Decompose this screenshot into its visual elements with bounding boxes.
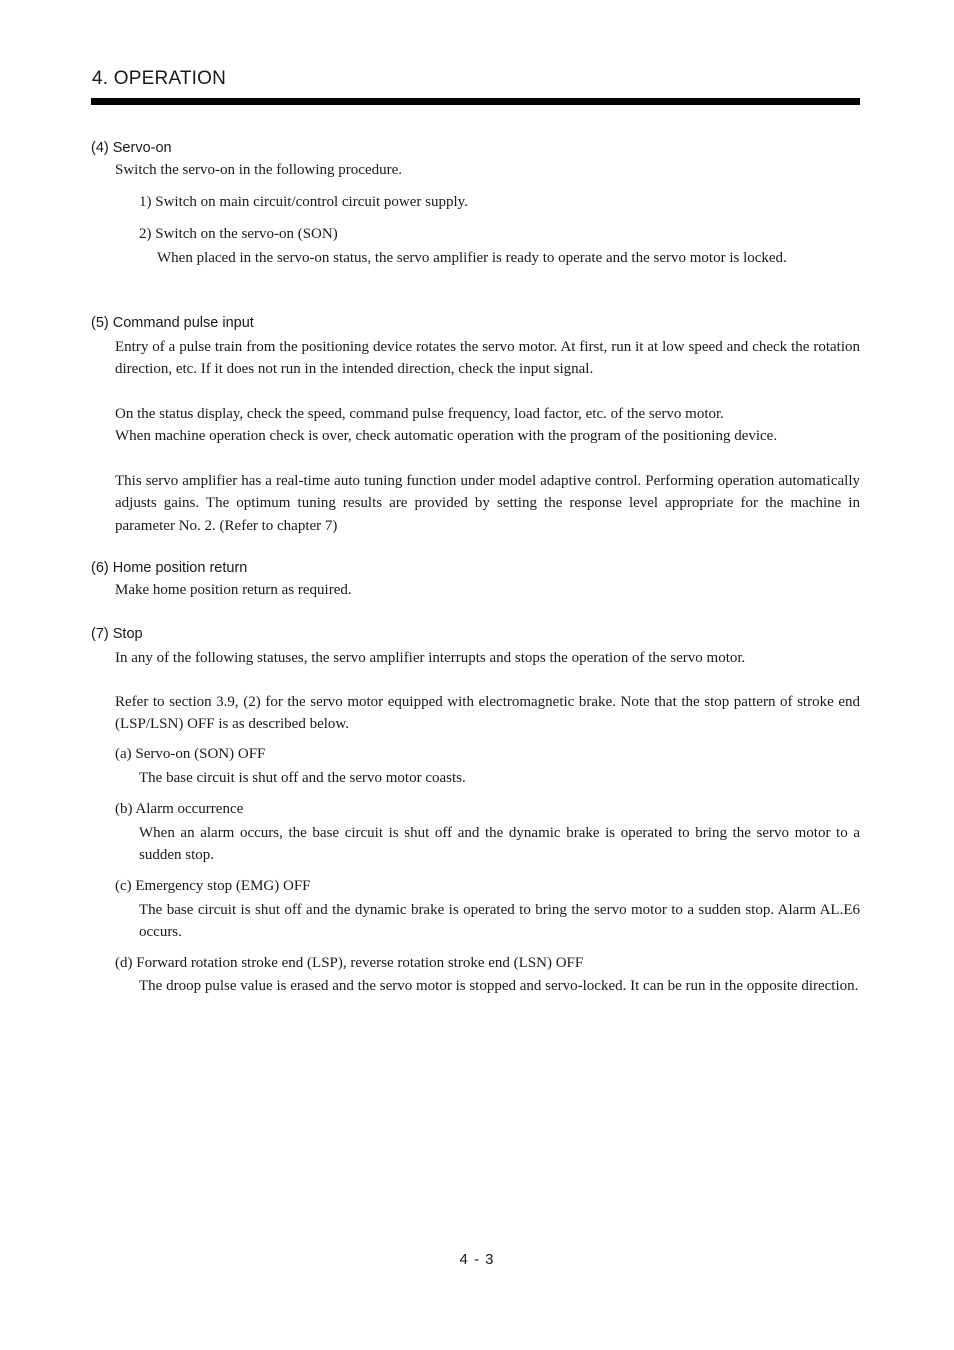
page-header-title: 4. OPERATION — [92, 68, 227, 89]
home-return-text: Make home position return as required. — [115, 582, 352, 598]
stop-paragraph-2: Refer to section 3.9, (2) for the servo motor equipped with electromagnetic brake. Note that the stop pattern of stroke end (LSP/LSN) OFF is as described below. — [115, 694, 860, 733]
servo-on-step-2: 2) Switch on the servo-on (SON) — [139, 226, 338, 242]
section-heading-stop: (7) Stop — [91, 626, 143, 642]
section-heading-home-return: (6) Home position return — [91, 560, 248, 576]
servo-on-step-2-description: When placed in the servo-on status, the servo amplifier is ready to operate and the servo motor is locked. — [157, 250, 787, 266]
stop-paragraph-1: In any of the following statuses, the servo amplifier interrupts and stops the operation of the servo motor. — [115, 650, 746, 666]
command-pulse-paragraph-1: Entry of a pulse train from the positioning device rotates the servo motor. At first, run it at low speed and check the rotation direction, etc. If it does not run in the intended direction, check the input signal. — [115, 339, 860, 378]
command-pulse-paragraph-2: On the status display, check the speed, command pulse frequency, load factor, etc. of the servo motor. — [115, 406, 724, 422]
section-heading-command-pulse: (5) Command pulse input — [91, 315, 254, 331]
stop-item-c-description: The base circuit is shut off and the dynamic brake is operated to bring the servo motor to a sudden stop. Alarm AL.E6 occurs. — [139, 902, 860, 941]
stop-item-d-description: The droop pulse value is erased and the servo motor is stopped and servo-locked. It can be run in the opposite direction. — [139, 978, 859, 994]
command-pulse-paragraph-4: This servo amplifier has a real-time auto tuning function under model adaptive control. Performing operation automatically adjusts gains. The optimum tuning results are provided by setting the response level appropriate for the machine in parameter No. 2. (Refer to chapter 7) — [115, 473, 860, 534]
stop-item-c-title: (c) Emergency stop (EMG) OFF — [115, 878, 311, 894]
page-number: 4 - 3 — [459, 1251, 495, 1268]
stop-item-b-title: (b) Alarm occurrence — [115, 801, 244, 817]
servo-on-intro: Switch the servo-on in the following procedure. — [115, 162, 403, 178]
stop-item-a-description: The base circuit is shut off and the servo motor coasts. — [139, 770, 466, 786]
section-heading-servo-on: (4) Servo-on — [91, 140, 172, 156]
command-pulse-paragraph-3: When machine operation check is over, check automatic operation with the program of the positioning device. — [115, 428, 778, 444]
stop-item-a-title: (a) Servo-on (SON) OFF — [115, 746, 266, 762]
header-rule — [91, 98, 860, 105]
stop-item-d-title: (d) Forward rotation stroke end (LSP), reverse rotation stroke end (LSN) OFF — [115, 955, 584, 971]
servo-on-step-1: 1) Switch on main circuit/control circuit power supply. — [139, 194, 468, 210]
stop-item-b-description: When an alarm occurs, the base circuit is shut off and the dynamic brake is operated to bring the servo motor to a sudden stop. — [139, 825, 860, 864]
